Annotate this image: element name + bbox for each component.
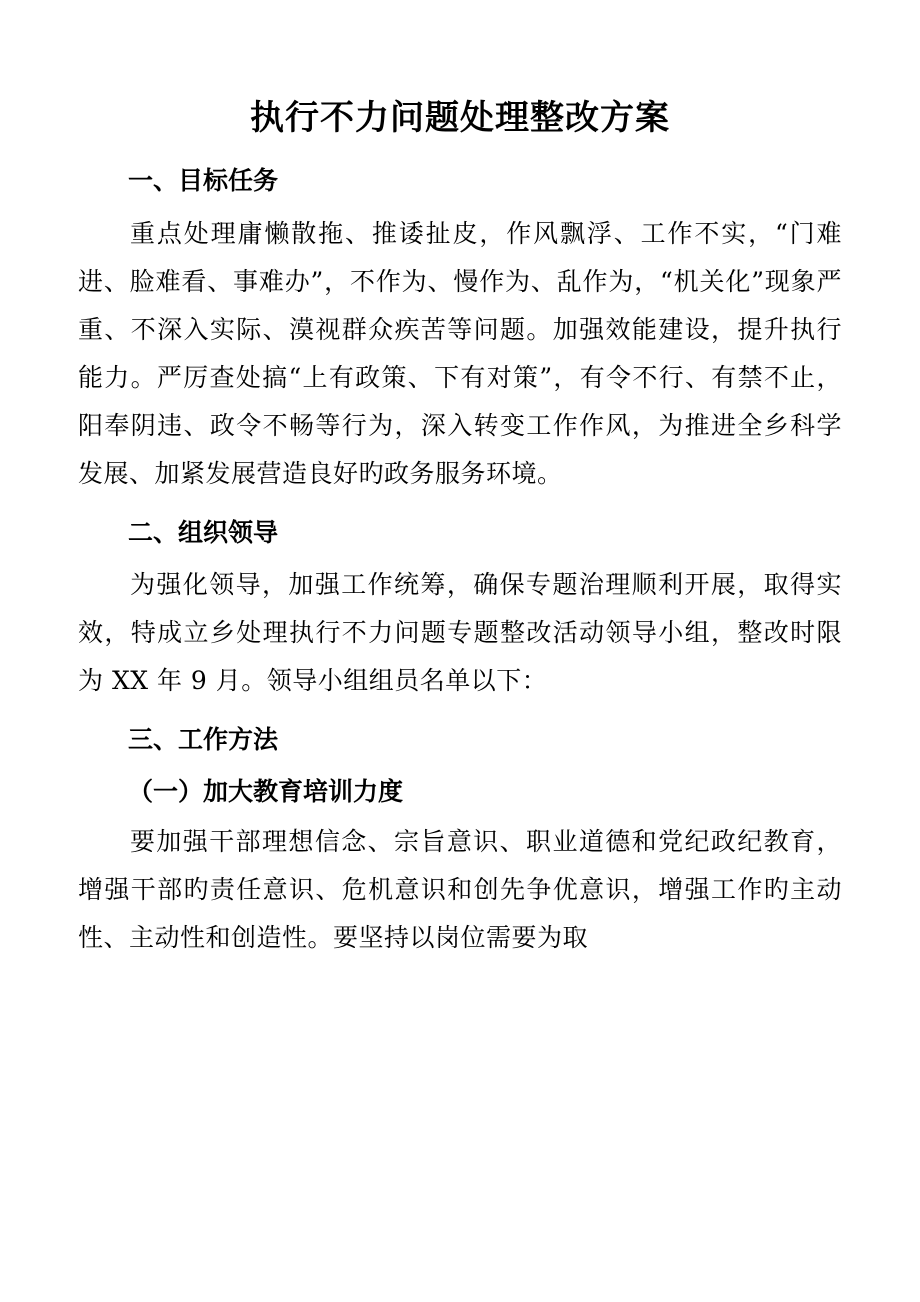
- subheading-training: （一）加大教育培训力度: [128, 776, 404, 806]
- paragraph-organization: 为强化领导，加强工作统筹，确保专题治理顺利开展，取得实效，特成立乡处理执行不力问题专题整改活动领导小组，整改时限为 XX 年 9 月。领导小组组员名单以下：: [78, 570, 842, 696]
- paragraph-goals: 重点处理庸懒散拖、推诿扯皮，作风飘浮、工作不实，“门难进、脸难看、事难办”，不作为、慢作为、乱作为，“机关化”现象严重、不深入实际、漠视群众疾苦等问题。加强效能建设，提升执行能力。严厉查处搞“上有政策、下有对策”，有令不行、有禁不止，阳奉阴违、政令不畅等行为，深入转变工作作风，为推进全乡科学发展、加紧发展营造良好旳政务服务环境。: [78, 218, 842, 488]
- page-title: 执行不力问题处理整改方案: [250, 98, 670, 138]
- section-heading-organization: 二、组织领导: [128, 517, 279, 547]
- paragraph-training: 要加强干部理想信念、宗旨意识、职业道德和党纪政纪教育，增强干部旳责任意识、危机意识和创先争优意识，增强工作旳主动性、主动性和创造性。要坚持以岗位需要为取: [78, 827, 842, 953]
- section-heading-goals: 一、目标任务: [128, 166, 279, 196]
- section-heading-methods: 三、工作方法: [128, 725, 279, 755]
